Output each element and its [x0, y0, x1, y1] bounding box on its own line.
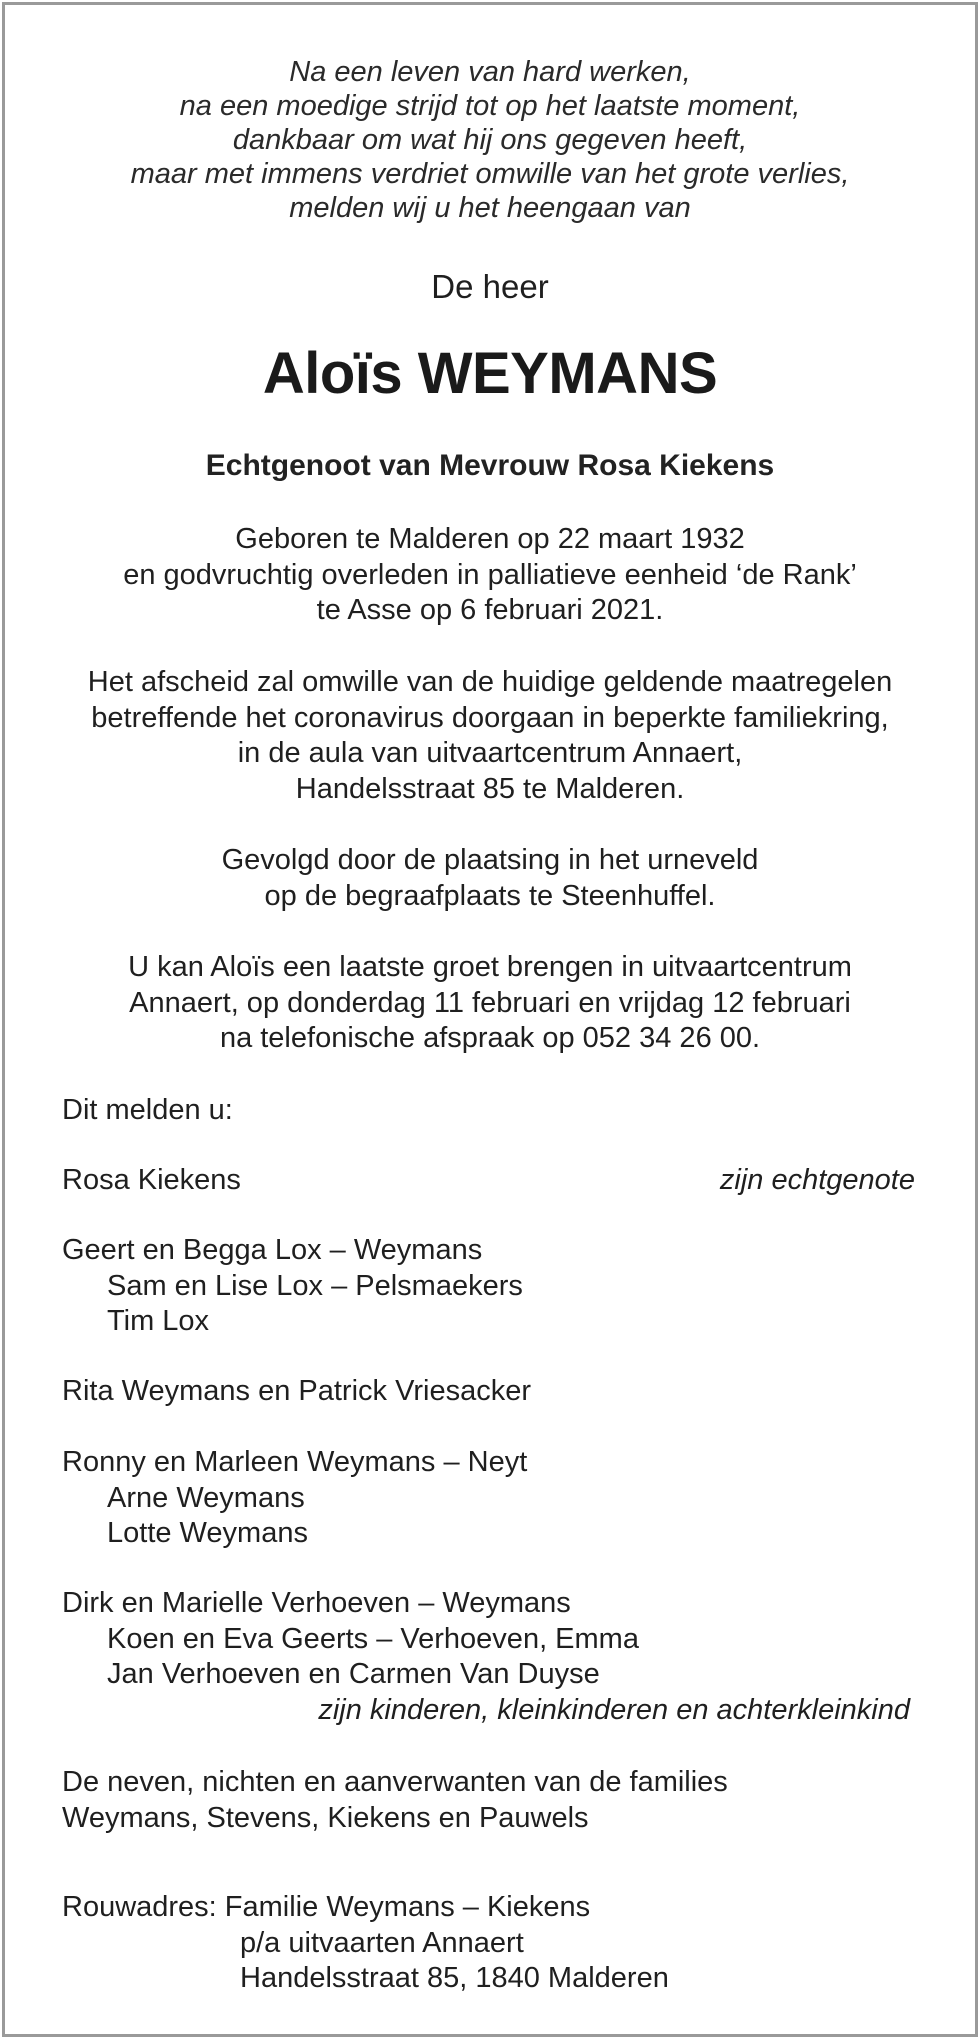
paragraph-line: U kan Aloïs een laatste groet brengen in uitvaartcentrum — [128, 951, 852, 983]
family-group-4 — [62, 1586, 639, 1693]
visit-paragraph — [5, 950, 975, 1057]
paragraph-line: op de begraafplaats te Steenhuffel. — [264, 879, 716, 912]
paragraph-line: Geboren te Malderen op 22 maart 1932 — [235, 523, 745, 555]
paragraph-line: betreffende het coronavirus doorgaan in beperkte familiekring, — [91, 701, 889, 734]
paragraph-line: Het afscheid zal omwille van de huidige geldende maatregelen — [87, 666, 893, 698]
paragraph-line: Annaert, op donderdag 11 februari en vrijdag 12 februari — [129, 986, 851, 1019]
intro-line: melden wij u het heengaan van — [289, 192, 691, 224]
family-member: Jan Verhoeven en Carmen Van Duyse — [107, 1658, 600, 1690]
family-member: Lotte Weymans — [107, 1517, 308, 1549]
address-line: p/a uitvaarten Annaert — [240, 1926, 524, 1959]
family-group-head: Rita Weymans en Patrick Vriesacker — [62, 1375, 531, 1407]
paragraph-line: en godvruchtig overleden in palliatieve eenheid ‘de Rank’ — [123, 558, 857, 591]
paragraph-line: te Asse op 6 februari 2021. — [316, 594, 664, 626]
paragraph-line: Gevolgd door de plaatsing in het urneveld — [221, 844, 759, 876]
family-group-head: Ronny en Marleen Weymans – Neyt — [62, 1446, 528, 1478]
relatives-paragraph — [62, 1765, 728, 1836]
spouse-relation: zijn echtgenote — [719, 1164, 915, 1196]
announce-line: Dit melden u: — [62, 1094, 233, 1126]
burial-paragraph — [5, 843, 975, 914]
intro-text — [5, 55, 975, 225]
intro-line: dankbaar om wat hij ons gegeven heeft, — [232, 124, 748, 156]
family-member: Sam en Lise Lox – Pelsmaekers — [107, 1269, 523, 1302]
intro-line: na een moedige strijd tot op het laatste moment, — [179, 90, 801, 122]
family-group-2 — [62, 1374, 531, 1410]
family-member: Koen en Eva Geerts – Verhoeven, Emma — [107, 1622, 639, 1655]
address-label: Rouwadres: Familie Weymans – Kiekens — [62, 1891, 591, 1923]
paragraph-line: in de aula van uitvaartcentrum Annaert, — [237, 737, 743, 769]
family-member: Arne Weymans — [107, 1481, 305, 1514]
family-group-head: Dirk en Marielle Verhoeven – Weymans — [62, 1587, 571, 1619]
title-prefix: De heer — [431, 268, 549, 305]
obituary-card — [2, 2, 978, 2037]
children-relation: zijn kinderen, kleinkinderen en achterkleinkind — [318, 1694, 910, 1726]
intro-line: maar met immens verdriet omwille van het grote verlies, — [130, 158, 850, 190]
paragraph-line: Handelsstraat 85 te Malderen. — [295, 772, 685, 805]
spouse-name: Rosa Kiekens — [62, 1164, 241, 1196]
family-group-3 — [62, 1445, 527, 1552]
family-group-1 — [62, 1233, 523, 1340]
family-member: Tim Lox — [107, 1305, 210, 1337]
farewell-paragraph — [5, 665, 975, 807]
spouse-line: Echtgenoot van Mevrouw Rosa Kiekens — [205, 449, 775, 482]
deceased-name: Aloïs WEYMANS — [262, 341, 718, 406]
address-line: Handelsstraat 85, 1840 Malderen — [240, 1962, 669, 1994]
intro-line: Na een leven van hard werken, — [289, 56, 691, 88]
paragraph-line: De neven, nichten en aanverwanten van de families — [62, 1766, 728, 1798]
birth-death-paragraph — [5, 522, 975, 629]
paragraph-line: na telefonische afspraak op 052 34 26 00. — [219, 1022, 761, 1054]
mourning-address — [62, 1890, 669, 1997]
family-group-head: Geert en Begga Lox – Weymans — [62, 1234, 483, 1266]
paragraph-line: Weymans, Stevens, Kiekens en Pauwels — [62, 1801, 589, 1834]
